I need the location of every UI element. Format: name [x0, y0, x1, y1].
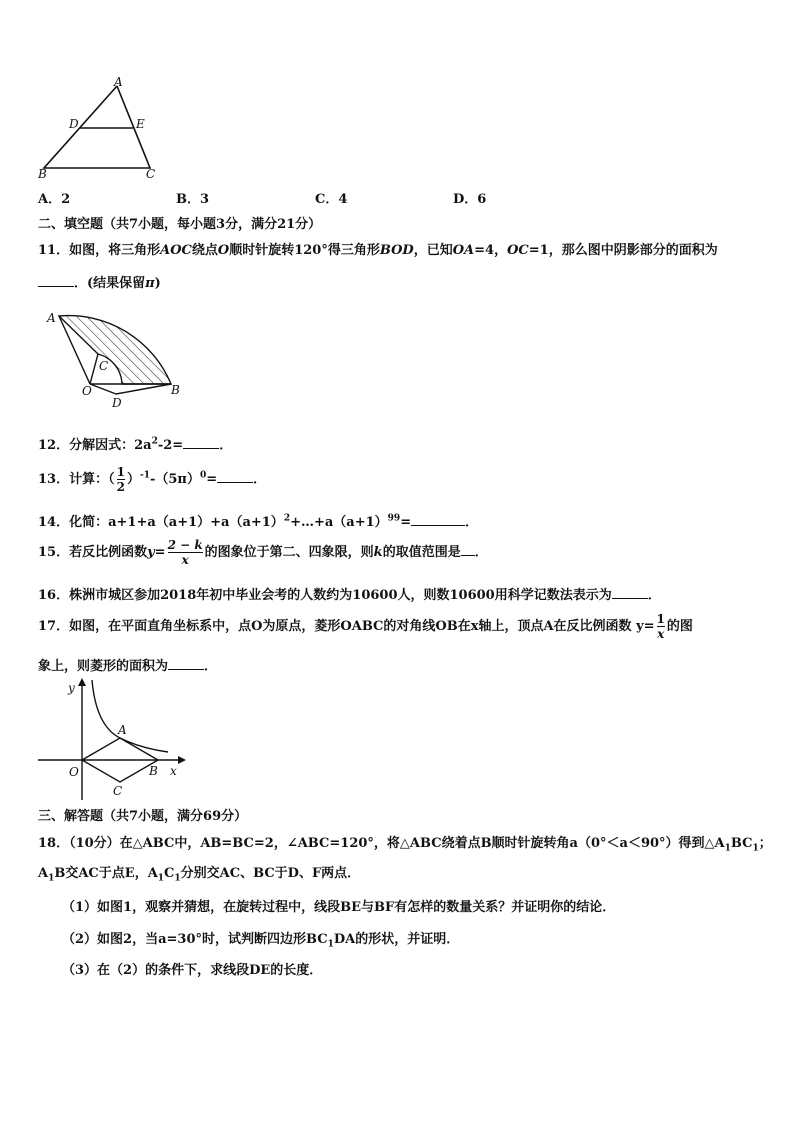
y-axis-arrow — [78, 678, 86, 686]
choice-d: D．6 — [453, 192, 487, 207]
segment-db — [116, 384, 171, 394]
triangle-outline — [44, 86, 150, 168]
label-x: x — [170, 764, 177, 778]
triangle-figure — [34, 76, 164, 180]
question-18-line2: $A_1B$交AC于点E，$A_1C_1$分别交AC、BC于D、F两点． — [38, 866, 361, 884]
shaded-region — [59, 316, 171, 384]
label-y: y — [68, 681, 75, 695]
choice-a: A．2 — [38, 192, 71, 207]
x-axis-arrow — [178, 756, 186, 764]
label-a: A — [118, 723, 127, 737]
label-c: C — [113, 784, 123, 798]
fraction-2-minus-k-over-x: $\frac{2 - k}{x}$ — [167, 538, 203, 567]
question-17-line2: 象上，则菱形的面积为 ． — [38, 659, 218, 674]
label-a: A — [47, 311, 56, 325]
segment-od — [90, 384, 116, 394]
label-b: B — [38, 167, 47, 180]
answer-blank — [168, 669, 204, 670]
question-18-part1: （1）如图1，观察并猜想，在旋转过程中，线段BE与BF有怎样的数量关系？并证明你的结论． — [62, 900, 616, 915]
label-a: A — [114, 76, 123, 89]
label-c: C — [99, 359, 109, 373]
question-11-line2: ．(结果保留π) — [38, 272, 161, 291]
answer-blank — [183, 448, 219, 449]
answer-blank — [612, 598, 648, 599]
answer-blank — [38, 286, 74, 287]
section-heading-solutions: 三、解答题（共7小题，满分69分） — [38, 809, 248, 824]
segment-oc — [90, 354, 98, 384]
section-heading-fill-in: 二、填空题（共7小题，每小题3分，满分21分） — [38, 217, 322, 232]
fraction-1-over-x: $\frac{1}{x}$ — [656, 612, 665, 641]
question-12: 12．分解因式：$2a^2-2=$ ． — [38, 436, 233, 453]
question-13: 13．计算：（ $\frac{1}{2}$ ）$^{-1}-(5\pi)^0=$ ． — [38, 465, 267, 494]
question-18-part2: （2）如图2，当a=30°时，试判断四边形$BC_1DA$的形状，并证明． — [62, 932, 460, 950]
label-b: B — [171, 383, 180, 397]
question-15: 15．若反比例函数y= $\frac{2 - k}{x}$ 的图象位于第二、四象限，则k的取值范围是 ． — [38, 538, 488, 567]
label-e: E — [136, 117, 145, 131]
question-18-line1: 18．（10分）在△ABC中，AB=BC=2，∠ABC=120°，将△ABC绕着点B顺时针旋转角a（0°＜a＜90°）得到$\triangle A_1BC_1$； — [38, 836, 772, 854]
answer-blank — [461, 555, 475, 556]
question-17: 17．如图，在平面直角坐标系中，点O为原点，菱形OABC的对角线OB在x轴上，顶点A在反比例函数 y= $\frac{1}{x}$ 的图 — [38, 612, 693, 641]
question-16: 16．株洲市城区参加2018年初中毕业会考的人数约为10600人，则数10600用科学记数法表示为 ． — [38, 588, 661, 603]
question-11: 11．如图，将三角形AOC绕点O顺时针旋转120°得三角形BOD，已知OA=4，OC=1，那么图中阴影部分的面积为 — [38, 243, 718, 258]
answer-blank — [217, 482, 253, 483]
label-o: O — [82, 384, 92, 398]
label-d: D — [112, 396, 122, 408]
fraction-half: $\frac{1}{2}$ — [116, 465, 125, 494]
choice-c: C．4 — [315, 192, 348, 207]
answer-blank — [411, 525, 465, 526]
label-d: D — [69, 117, 79, 131]
choice-b: B．3 — [176, 192, 210, 207]
question-14: 14．化简：$a+1+a(a+1)+a(a+1)^2+\dots+a(a+1)^{99}=$ ． — [38, 513, 479, 530]
coordinate-figure — [36, 676, 186, 804]
label-o: O — [69, 765, 79, 779]
hyperbola-curve — [92, 680, 168, 752]
label-b: B — [149, 764, 158, 778]
sector-figure — [44, 304, 186, 408]
question-18-part3: （3）在（2）的条件下，求线段DE的长度． — [62, 963, 323, 978]
label-c: C — [146, 167, 156, 180]
